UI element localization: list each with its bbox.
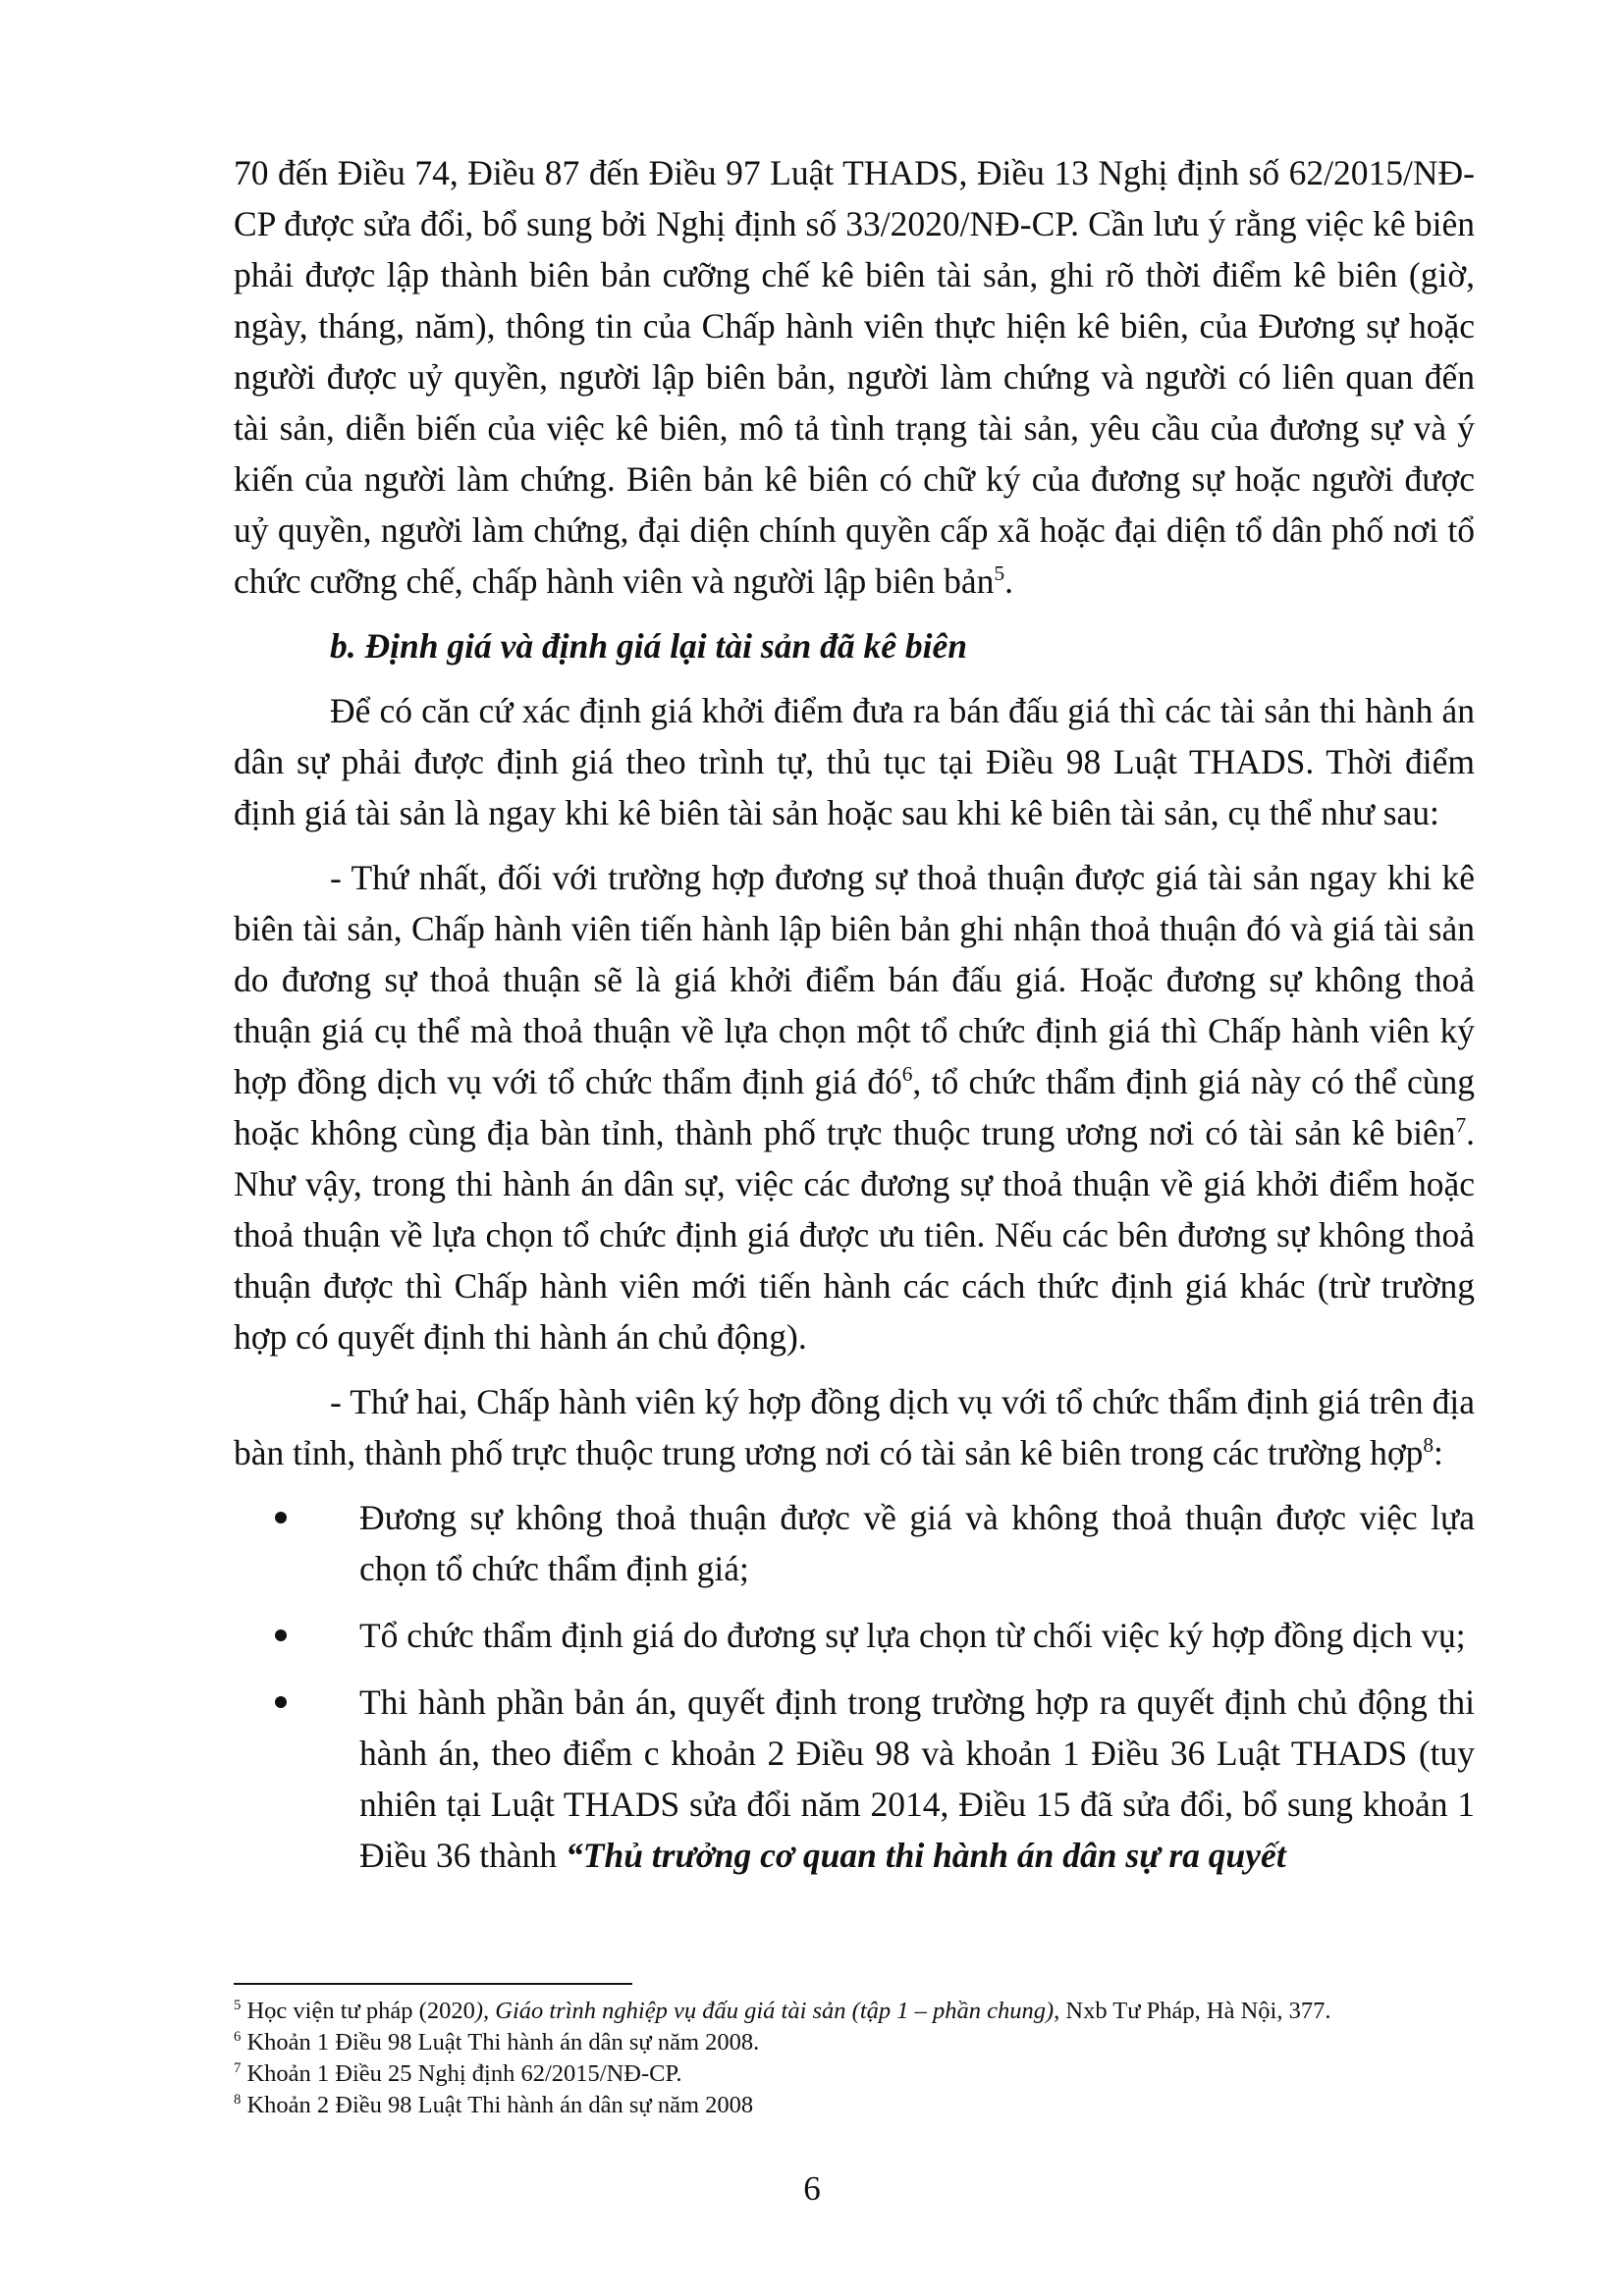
list-item: Thi hành phần bản án, quyết định trong trường hợp ra quyết định chủ động thi hành án, theo điểm c khoản 2 Điều 98 và khoản 1 Điều 36 Luật THADS (tuy nhiên tại Luật THADS sửa đổi năm 2014, Điều 15 đã sửa đổi, bổ sung khoản 1 Điều 36 thành “Thủ trưởng cơ quan thi hành án dân sự ra quyết — [234, 1677, 1475, 1881]
list-item: Đương sự không thoả thuận được về giá và không thoả thuận được việc lựa chọn tổ chức thẩm định giá; — [234, 1492, 1475, 1594]
footnote-6: $^6$ Khoản 1 Điều 98 Luật Thi hành án dân sự năm 2008. — [234, 2028, 760, 2056]
bullet-icon — [275, 1629, 287, 1641]
footnotes — [234, 1997, 1475, 2122]
footnote-7: $^7$ Khoản 1 Điều 25 Nghị định 62/2015/NĐ-CP. — [234, 2059, 682, 2087]
footnote-ref-6[interactable]: 6 — [901, 1062, 913, 1087]
footnote-divider — [234, 1983, 632, 1985]
list-item: Tổ chức thẩm định giá do đương sự lựa chọn từ chối việc ký hợp đồng dịch vụ; — [234, 1610, 1475, 1661]
bullet-icon — [275, 1696, 287, 1708]
footnote-5: $^5$ Học viện tư pháp (2020), Giáo trình nghiệp vụ đấu giá tài sản (tập 1 – phần chung), Nxb Tư Pháp, Hà Nội, 377. — [234, 1997, 1331, 2024]
paragraph-first-case: - Thứ nhất, đối với trường hợp đương sự thoả thuận được giá tài sản ngay khi kê biên tài sản, Chấp hành viên tiến hành lập biên bản ghi nhận thoả thuận đó và giá tài sản do đương sự thoả thuận sẽ là giá khởi điểm bán đấu giá. Hoặc đương sự không thoả thuận giá cụ thể mà thoả thuận về lựa chọn một tổ chức định giá thì Chấp hành viên ký hợp đồng dịch vụ với tổ chức thẩm định giá $đó^6$, tổ chức thẩm định giá này có thể cùng hoặc không cùng địa bàn tỉnh, thành phố trực thuộc trung ương nơi có tài sản kê biên$^7$. Như vậy, trong thi hành án dân sự, việc các đương sự thoả thuận về giá khởi điểm hoặc thoả thuận về lựa chọn tổ chức định giá được ưu tiên. Nếu các bên đương sự không thoả thuận được thì Chấp hành viên mới tiến hành các cách thức định giá khác (trừ trường hợp có quyết định thi hành án chủ động). — [234, 858, 1475, 1357]
bullet-icon — [275, 1512, 287, 1523]
footnote-8: $^8$ Khoản 2 Điều 98 Luật Thi hành án dân sự năm 2008 — [234, 2091, 754, 2118]
paragraph-continued: 70 đến Điều 74, Điều 87 đến Điều 97 Luật THADS, Điều 13 Nghị định số 62/2015/NĐ-CP được sửa đổi, bổ sung bởi Nghị định số 33/2020/NĐ-CP. Cần lưu ý rằng việc kê biên phải được lập thành biên bản cưỡng chế kê biên tài sản, ghi rõ thời điểm kê biên (giờ, ngày, tháng, năm), thông tin của Chấp hành viên thực hiện kê biên, của Đương sự hoặc người được uỷ quyền, người lập biên bản, người làm chứng và người có liên quan đến tài sản, diễn biến của việc kê biên, mô tả tình trạng tài sản, yêu cầu của đương sự và ý kiến của người làm chứng. Biên bản kê biên có chữ ký của đương sự hoặc người được uỷ quyền, người làm chứng, đại diện chính quyền cấp xã hoặc đại diện tổ dân phố nơi tổ chức cưỡng chế, chấp hành viên và người lập biên bản$^5$. — [234, 153, 1475, 601]
quoted-text: “Thủ trưởng cơ quan thi hành án dân sự ra quyết — [566, 1836, 1286, 1875]
body-text — [234, 147, 1475, 1881]
paragraph-second-case: - Thứ hai, Chấp hành viên ký hợp đồng dịch vụ với tổ chức thẩm định giá trên địa bàn tỉnh, thành phố trực thuộc trung ương nơi có tài sản kê biên trong các trường hợp$^8$: — [234, 1382, 1475, 1472]
footnote-ref-8[interactable]: 8 — [1423, 1433, 1435, 1458]
section-heading: b. Định giá và định giá lại tài sản đã kê biên — [330, 626, 967, 666]
paragraph-valuation-intro: Để có căn cứ xác định giá khởi điểm đưa ra bán đấu giá thì các tài sản thi hành án dân sự phải được định giá theo trình tự, thủ tục tại Điều 98 Luật THADS. Thời điểm định giá tài sản là ngay khi kê biên tài sản hoặc sau khi kê biên tài sản, cụ thể như sau: — [234, 691, 1475, 832]
footnote-ref-7[interactable]: 7 — [1455, 1113, 1467, 1138]
bullet-list — [234, 1492, 1475, 1881]
page-number: 6 — [803, 2169, 821, 2208]
footnote-ref-5[interactable]: 5 — [994, 561, 1005, 586]
